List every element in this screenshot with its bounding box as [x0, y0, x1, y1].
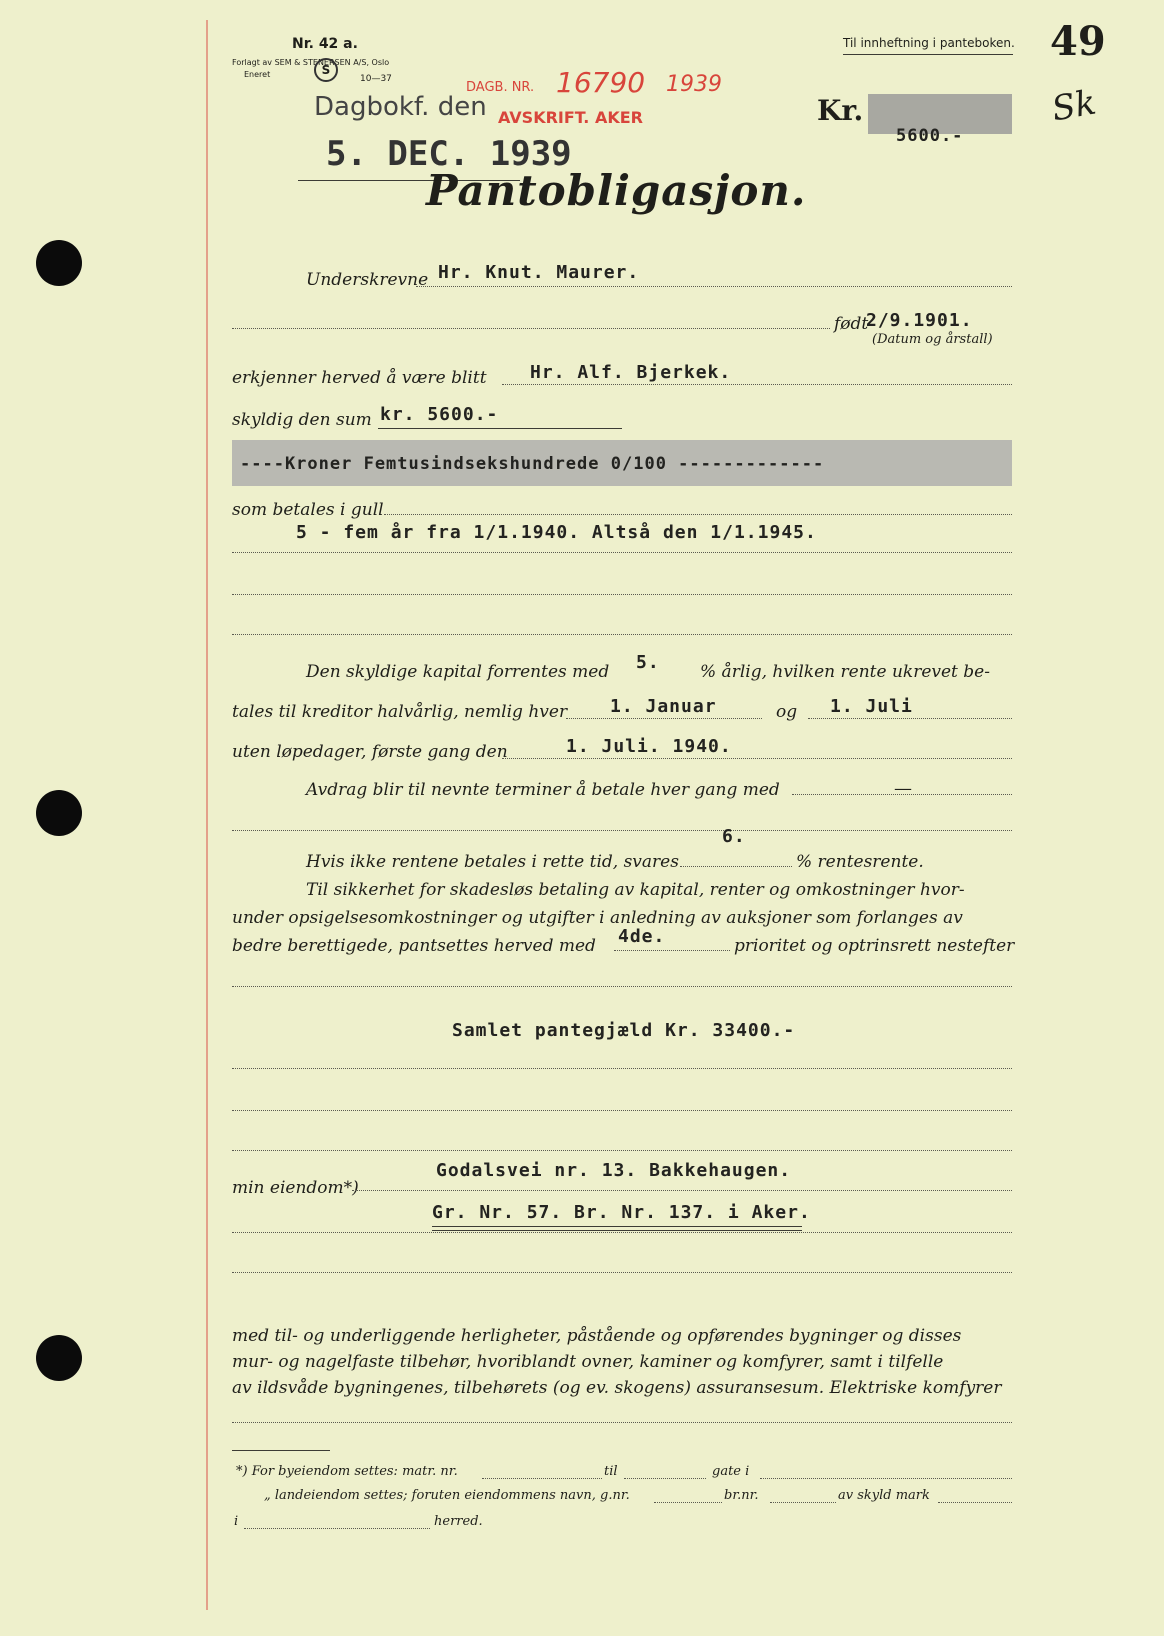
- interest-text: Den skyldige kapital forrentes med: [306, 662, 610, 682]
- installment-value: —: [894, 778, 912, 799]
- security-line-1: Til sikkerhet for skadesløs betaling av kapital, renter og omkostninger hvor-: [306, 880, 965, 900]
- penalty-text-2: % rentesrente.: [796, 852, 924, 872]
- blank-line: [232, 830, 1012, 831]
- first-date-line: [502, 758, 1012, 759]
- installment-text: Avdrag blir til nevnte terminer å betale hver gang med: [306, 780, 780, 800]
- registration-date: 5. DEC. 1939: [326, 134, 572, 174]
- interest-rate: 5.: [636, 652, 660, 673]
- form-number: Nr. 42 a.: [292, 36, 358, 52]
- born-hint: (Datum og årstall): [872, 332, 993, 347]
- publisher-logo: S: [314, 58, 338, 82]
- payment-terms: 5 - fem år fra 1/1.1940. Altså den 1/1.1945.: [296, 522, 817, 543]
- owing-value: kr. 5600.-: [380, 404, 499, 425]
- publisher-line: Forlagt av SEM & STENERSEN A/S, Oslo: [232, 58, 390, 67]
- born-value: 2/9.1901.: [866, 310, 973, 331]
- property-registry: Gr. Nr. 57. Br. Nr. 137. i Aker.: [432, 1202, 811, 1223]
- penalty-line: [680, 866, 792, 867]
- footnote-til: til: [604, 1464, 618, 1479]
- first-date-value: 1. Juli. 1940.: [566, 736, 732, 757]
- dagb-number: 16790: [556, 66, 646, 99]
- registry-underline: [432, 1226, 802, 1227]
- interest-date-2: 1. Juli: [830, 696, 913, 717]
- footnote-blank: [244, 1528, 430, 1529]
- and-text: og: [776, 702, 798, 722]
- punch-hole: [36, 790, 82, 836]
- footnote-rule: [232, 1450, 330, 1451]
- payable-label: som betales i gull: [232, 500, 384, 520]
- blank-line: [232, 1272, 1012, 1273]
- binding-underline: [843, 54, 1013, 55]
- header-amount: 5600.-: [896, 126, 964, 146]
- security-line-2: under opsigelsesomkostninger og utgifter i anledning av auksjoner som forlanges av: [232, 908, 963, 928]
- born-label: født: [834, 314, 869, 334]
- property-address: Godalsvei nr. 13. Bakkehaugen.: [436, 1160, 792, 1181]
- installment-line: [792, 794, 1012, 795]
- blank-line: [232, 552, 1012, 553]
- handwritten-initials: Sk: [1048, 82, 1100, 130]
- blank-line: [232, 328, 830, 329]
- priority-value: 4de.: [618, 926, 666, 947]
- blank-line: [232, 1068, 1012, 1069]
- interest-date-1: 1. Januar: [610, 696, 717, 717]
- footnote-blank: [482, 1478, 602, 1479]
- footnote-blank: [938, 1502, 1012, 1503]
- acknowledge-label: erkjenner herved å være blitt: [232, 368, 487, 388]
- footnote-i: i: [234, 1514, 239, 1529]
- footnote-skyld: av skyld mark: [838, 1488, 930, 1503]
- footnote-herred: herred.: [434, 1514, 483, 1529]
- margin-rule: [206, 20, 208, 1610]
- priority-line: [614, 950, 730, 951]
- registry-underline-2: [432, 1230, 802, 1231]
- publisher-rights: Eneret: [244, 70, 271, 79]
- footnote-gate: gate i: [712, 1464, 750, 1479]
- penalty-text: Hvis ikke rentene betales i rette tid, svares: [306, 852, 679, 872]
- date1-line: [566, 718, 762, 719]
- closing-line-3: av ildsvåde bygningenes, tilbehørets (og ev. skogens) assuransesum. Elektriske komfyrer: [232, 1378, 1002, 1398]
- footnote-line-2: „ landeiendom settes; foruten eiendommens navn, g.nr.: [264, 1488, 630, 1503]
- payable-line: [384, 514, 1012, 515]
- property-label: min eiendom*): [232, 1178, 359, 1198]
- closing-line-2: mur- og nagelfaste tilbehør, hvoriblandt ovner, kaminer og komfyrer, samt i tilfelle: [232, 1352, 944, 1372]
- security-line-3: bedre berettigede, pantsettes herved med: [232, 936, 596, 956]
- semiannual-text: tales til kreditor halvårlig, nemlig hver: [232, 702, 568, 722]
- interest-text-2: % årlig, hvilken rente ukrevet be-: [700, 662, 990, 682]
- footnote-blank: [760, 1478, 1012, 1479]
- dagb-year: 1939: [666, 72, 722, 97]
- undersigned-label: Underskrevne: [306, 270, 429, 290]
- property-line: [352, 1190, 1012, 1191]
- punch-hole: [36, 1335, 82, 1381]
- blank-line: [232, 634, 1012, 635]
- owing-line: [378, 428, 622, 429]
- undersigned-value: Hr. Knut. Maurer.: [438, 262, 640, 283]
- penalty-rate: 6.: [722, 826, 746, 847]
- footnote-blank: [624, 1478, 706, 1479]
- footnote-blank: [770, 1502, 836, 1503]
- undersigned-line: [416, 286, 1012, 287]
- binding-note: Til innheftning i panteboken.: [843, 36, 1015, 50]
- footnote-line-1: *) For byeiendom settes: matr. nr.: [236, 1464, 458, 1479]
- footnote-brnr: br.nr.: [724, 1488, 759, 1503]
- footnote-blank: [654, 1502, 722, 1503]
- amount-words: ----Kroner Femtusindsekshundrede 0/100 -------------: [240, 454, 825, 474]
- blank-line: [232, 1422, 1012, 1423]
- blank-line: [232, 1232, 1012, 1233]
- dagb-prefix: DAGB. NR.: [466, 80, 535, 95]
- page-number: 49: [1050, 18, 1106, 65]
- blank-line: [232, 594, 1012, 595]
- punch-hole: [36, 240, 82, 286]
- date2-line: [808, 718, 1012, 719]
- copy-stamp: AVSKRIFT. AKER: [498, 108, 643, 127]
- first-date-text: uten løpedager, første gang den: [232, 742, 508, 762]
- total-debt: Samlet pantegjæld Kr. 33400.-: [452, 1020, 796, 1041]
- page-title: Pantobligasjon.: [426, 166, 807, 215]
- blank-line: [232, 1110, 1012, 1111]
- blank-line: [232, 1150, 1012, 1151]
- creditor-line: [502, 384, 1012, 385]
- creditor-value: Hr. Alf. Bjerkek.: [530, 362, 732, 383]
- owing-label: skyldig den sum: [232, 410, 372, 430]
- dagbokf-label: Dagbokf. den: [314, 92, 487, 122]
- kr-label: Kr.: [817, 94, 864, 127]
- blank-line: [232, 986, 1012, 987]
- publisher-year: 10—37: [360, 74, 392, 84]
- security-line-3b: prioritet og optrinsrett nestefter: [734, 936, 1015, 956]
- closing-line-1: med til- og underliggende herligheter, påstående og opførendes bygninger og disses: [232, 1326, 962, 1346]
